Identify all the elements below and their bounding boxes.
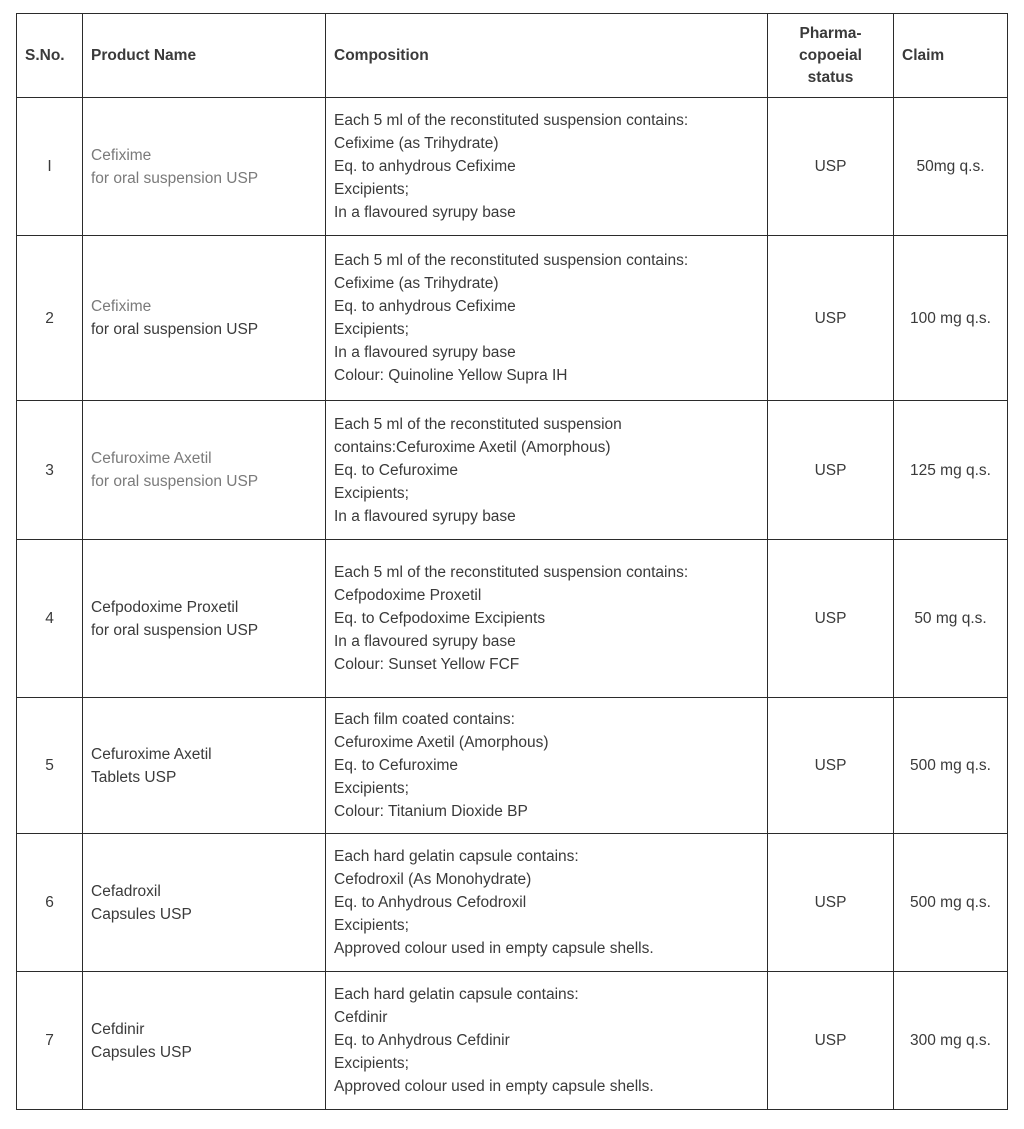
- cell-product-name: [83, 98, 326, 236]
- composition-line: Each 5 ml of the reconstituted suspension contains:: [334, 564, 689, 581]
- cell-composition: [326, 972, 768, 1110]
- composition-line: Eq. to Cefuroxime: [334, 461, 459, 479]
- composition-line: Eq. to Anhydrous Cefodroxil: [334, 894, 527, 911]
- product-name-line: for oral suspension USP: [91, 169, 259, 187]
- cell-composition: [326, 540, 768, 698]
- composition-line: Each 5 ml of the reconstituted suspension contains:: [334, 112, 689, 129]
- composition-line: Cefdinir: [334, 1009, 388, 1026]
- product-name-line: Tablets USP: [91, 768, 177, 786]
- composition-line: Cefodroxil (As Monohydrate): [334, 871, 532, 888]
- table-body: [17, 98, 1008, 1110]
- table-row: [17, 698, 1008, 834]
- cell-claim: 50 mg q.s.: [894, 540, 1008, 698]
- cell-composition: [326, 698, 768, 834]
- table-row: [17, 972, 1008, 1110]
- composition-line: In a flavoured syrupy base: [334, 507, 516, 525]
- cell-status: USP: [768, 540, 894, 698]
- composition-line: Eq. to Cefpodoxime Excipients: [334, 610, 546, 627]
- cell-product-name: [83, 972, 326, 1110]
- cell-product-name: [83, 698, 326, 834]
- cell-sno: 6: [17, 834, 83, 972]
- header-composition: Composition: [326, 14, 768, 98]
- product-name-line: for oral suspension USP: [91, 621, 259, 639]
- composition-line: Excipients;: [334, 321, 409, 338]
- header-pharmacopoeial-status: [768, 14, 894, 98]
- table-row: [17, 401, 1008, 540]
- composition-line: Each hard gelatin capsule contains:: [334, 986, 579, 1003]
- product-name-line: Cefixime: [91, 146, 152, 164]
- cell-sno: I: [17, 98, 83, 236]
- composition-line: Excipients;: [334, 181, 409, 198]
- composition-line: Each 5 ml of the reconstituted suspension contains:: [334, 252, 689, 269]
- composition-line: Approved colour used in empty capsule shells.: [334, 940, 654, 957]
- header-status-line: status: [807, 68, 854, 86]
- cell-product-name: [83, 540, 326, 698]
- table-row: [17, 98, 1008, 236]
- header-row: [17, 14, 1008, 98]
- cell-sno: 4: [17, 540, 83, 698]
- composition-line: Colour: Titanium Dioxide BP: [334, 803, 528, 820]
- product-name-line: Cefdinir: [91, 1020, 145, 1038]
- composition-line: Eq. to Cefuroxime: [334, 757, 459, 774]
- cell-claim: 500 mg q.s.: [894, 834, 1008, 972]
- cell-status: USP: [768, 698, 894, 834]
- cell-product-name: [83, 834, 326, 972]
- cell-claim: 100 mg q.s.: [894, 236, 1008, 401]
- products-table: [16, 13, 1008, 1110]
- composition-line: Each 5 ml of the reconstituted suspension: [334, 415, 622, 433]
- cell-sno: 7: [17, 972, 83, 1110]
- header-status-line: Pharma-: [799, 24, 862, 42]
- cell-composition: [326, 401, 768, 540]
- cell-sno: 2: [17, 236, 83, 401]
- cell-status: USP: [768, 401, 894, 540]
- cell-composition: [326, 98, 768, 236]
- cell-sno: 5: [17, 698, 83, 834]
- product-name-line: Cefpodoxime Proxetil: [91, 598, 239, 616]
- header-status-line: copoeial: [799, 46, 862, 64]
- header-claim: Claim: [894, 14, 1008, 98]
- composition-line: Excipients;: [334, 780, 409, 797]
- cell-status: USP: [768, 236, 894, 401]
- cell-sno: 3: [17, 401, 83, 540]
- cell-status: USP: [768, 834, 894, 972]
- cell-composition: [326, 834, 768, 972]
- cell-status: USP: [768, 972, 894, 1110]
- composition-line: In a flavoured syrupy base: [334, 344, 516, 361]
- cell-claim: 300 mg q.s.: [894, 972, 1008, 1110]
- product-name-line: Cefadroxil: [91, 882, 161, 900]
- composition-line: Excipients;: [334, 1055, 409, 1072]
- header-sno: S.No.: [17, 14, 83, 98]
- composition-line: Approved colour used in empty capsule shells.: [334, 1078, 654, 1095]
- cell-product-name: [83, 236, 326, 401]
- composition-line: Cefuroxime Axetil (Amorphous): [334, 734, 549, 751]
- cell-claim: 125 mg q.s.: [894, 401, 1008, 540]
- product-name-line: for oral suspension USP: [91, 473, 259, 490]
- composition-line: Excipients;: [334, 917, 409, 934]
- cell-claim: 500 mg q.s.: [894, 698, 1008, 834]
- composition-line: Cefixime (as Trihydrate): [334, 135, 499, 152]
- table-row: [17, 540, 1008, 698]
- composition-line: Each film coated contains:: [334, 711, 515, 728]
- composition-line: Eq. to anhydrous Cefixime: [334, 158, 516, 175]
- table-row: [17, 236, 1008, 401]
- composition-line: Colour: Quinoline Yellow Supra IH: [334, 367, 568, 384]
- table-header: [17, 14, 1008, 98]
- cell-claim: 50mg q.s.: [894, 98, 1008, 236]
- product-name-line: Cefuroxime Axetil: [91, 745, 212, 763]
- composition-line: In a flavoured syrupy base: [334, 204, 516, 221]
- composition-line: Colour: Sunset Yellow FCF: [334, 656, 520, 673]
- product-name-line: Capsules USP: [91, 1043, 192, 1061]
- cell-product-name: [83, 401, 326, 540]
- product-name-line: Capsules USP: [91, 905, 192, 923]
- composition-line: Eq. to anhydrous Cefixime: [334, 298, 516, 315]
- product-name-line: Cefixime: [91, 298, 152, 315]
- composition-line: contains:Cefuroxime Axetil (Amorphous): [334, 438, 611, 456]
- cell-composition: [326, 236, 768, 401]
- composition-line: In a flavoured syrupy base: [334, 633, 516, 650]
- cell-status: USP: [768, 98, 894, 236]
- composition-line: Cefpodoxime Proxetil: [334, 587, 482, 604]
- composition-line: Eq. to Anhydrous Cefdinir: [334, 1032, 510, 1049]
- header-product-name: Product Name: [83, 14, 326, 98]
- composition-line: Each hard gelatin capsule contains:: [334, 848, 579, 865]
- table-row: [17, 834, 1008, 972]
- composition-line: Cefixime (as Trihydrate): [334, 275, 499, 292]
- composition-line: Excipients;: [334, 484, 409, 502]
- product-name-line: Cefuroxime Axetil: [91, 450, 212, 467]
- product-name-line: for oral suspension USP: [91, 321, 259, 338]
